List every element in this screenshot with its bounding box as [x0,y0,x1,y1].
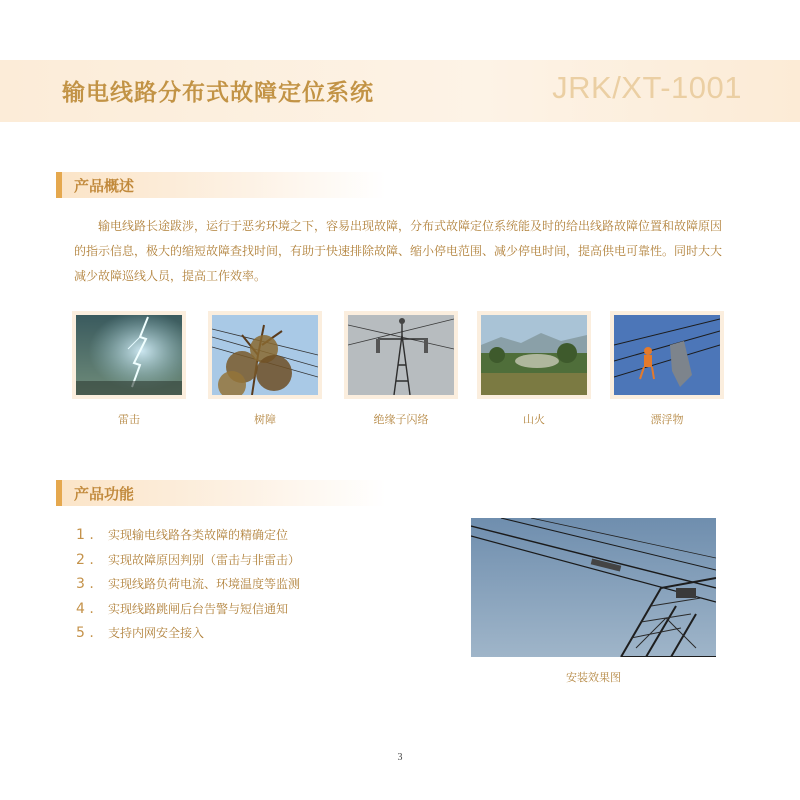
gallery-caption: 雷击 [118,413,140,426]
section-heading-overview [56,172,386,198]
gallery-item [72,311,186,427]
item-text: 实现故障原因判别（雷击与非雷击） [108,552,301,567]
item-number: 3 . [76,576,94,592]
page-header [0,60,800,122]
gallery-caption: 树障 [254,413,276,426]
installation-photo [471,518,716,657]
item-text: 实现线路跳闸后台告警与短信通知 [108,601,289,616]
wildfire-photo [481,315,587,395]
list-item [76,551,300,576]
debris-photo [614,315,720,395]
section-heading-functions [56,480,386,506]
section-title-overview: 产品概述 [74,177,135,195]
list-item [76,526,300,551]
gallery-item [208,311,322,427]
list-item [76,600,300,625]
feature-list [76,526,300,649]
overview-text [74,214,724,289]
fault-type-gallery [72,311,732,431]
gallery-caption: 山火 [523,413,545,426]
gallery-caption: 漂浮物 [650,413,684,426]
lightning-photo [76,315,182,395]
transmission-tower-photo [471,518,716,657]
model-number: JRK/XT-1001 [552,70,742,105]
tree-photo [212,315,318,395]
item-number: 2 . [76,551,94,568]
item-text: 支持内网安全接入 [108,626,205,640]
installation-caption: 安装效果图 [566,671,621,684]
gallery-caption: 绝缘子闪络 [373,413,429,426]
gallery-item [344,311,458,427]
list-item [76,624,300,649]
page-number: 3 [397,752,403,763]
item-text: 实现线路负荷电流、环境温度等监测 [108,577,301,591]
item-text: 实现输电线路各类故障的精确定位 [108,528,289,542]
item-number: 4 . [76,600,94,617]
gallery-item [477,311,591,427]
gallery-item [610,311,724,427]
list-item [76,575,300,600]
item-number: 5 . [76,625,94,641]
section-title-functions: 产品功能 [74,485,135,503]
item-number: 1 . [76,527,94,543]
overview-paragraph: 输电线路长途跋涉，运行于恶劣环境之下，容易出现故障，分布式故障定位系统能及时的给出线路故障位置和故障原因的指示信息，极大的缩短故障查找时间，有助于快速排除故障、缩小停电范围、减少停电时间，提高供电可靠性。同时大大减少故障巡线人员，提高工作效率。 [74,219,723,283]
insulator-photo [348,315,454,395]
page-title: 输电线路分布式故障定位系统 [62,80,374,106]
